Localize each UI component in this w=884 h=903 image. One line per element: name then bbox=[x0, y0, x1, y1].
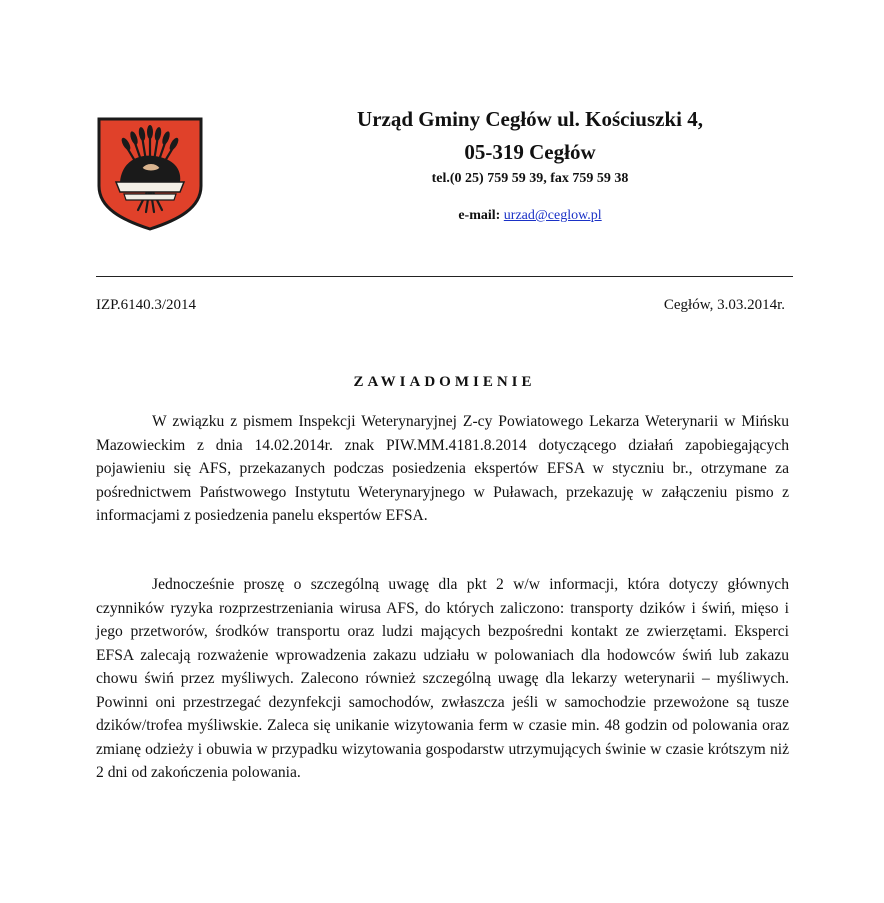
email-link[interactable]: urzad@ceglow.pl bbox=[503, 208, 602, 223]
header-divider bbox=[96, 276, 793, 277]
email-label: e-mail: bbox=[458, 208, 501, 223]
office-name-address: Urząd Gminy Cegłów ul. Kościuszki 4, bbox=[357, 107, 703, 131]
office-email-row bbox=[240, 207, 820, 225]
body-paragraph-1: W związku z pismem Inspekcji Weterynaryjnej Z-cy Powiatowego Lekarza Weterynarii w Mińsku Mazowieckim z dnia 14.02.2014r. znak PIW.MM.4181.8.2014 dotyczącego działań zapobiegających pojawieniu się AFS, przekazanych podczas posiedzenia ekspertów EFSA w styczniu br., otrzymane za pośrednictwem Państwowego Instytutu Weterynaryjnego w Puławach, przekazuję w załączeniu pismo z informacjami z posiedzenia panelu ekspertów EFSA. bbox=[96, 413, 789, 524]
coat-of-arms-icon bbox=[96, 116, 204, 232]
office-postal-code: 05-319 Cegłów bbox=[464, 140, 596, 164]
body-paragraph-2: Jednocześnie proszę o szczególną uwagę dla pkt 2 w/w informacji, która dotyczy głównych czynników ryzyka rozprzestrzeniania wirusa AFS, do których zaliczono: transporty dzików i świń, mięso i jego przetworów, środków transportu oraz ludzi mających bezpośredni kontakt ze zwierzętami. Eksperci EFSA zalecają rozważenie wprowadzenia zakazu udziału w polowaniach dla hodowców świń lub zakazu chowu świń przez myśliwych. Zalecono również szczególną uwagę dla lekarzy weterynarii – myśliwych. Powinni oni przestrzegać dezynfekcji samochodów, zwłaszcza jeśli w samochodzie przewożone są tusze dzików/trofea myśliwskie. Zaleca się unikanie wizytowania ferm w czasie min. 48 godzin od polowania oraz zmianę odzieży i obuwia w przypadku wizytowania gospodarstw utrzymujących świnie w czasie krótszym niż 2 dni od zakończenia polowania. bbox=[96, 576, 789, 781]
document-title: ZAWIADOMIENIE bbox=[353, 374, 536, 390]
place-and-date: Cegłów, 3.03.2014r. bbox=[663, 297, 785, 313]
office-phone-fax: tel.(0 25) 759 59 39, fax 759 59 38 bbox=[431, 171, 629, 186]
reference-number: IZP.6140.3/2014 bbox=[96, 297, 197, 313]
